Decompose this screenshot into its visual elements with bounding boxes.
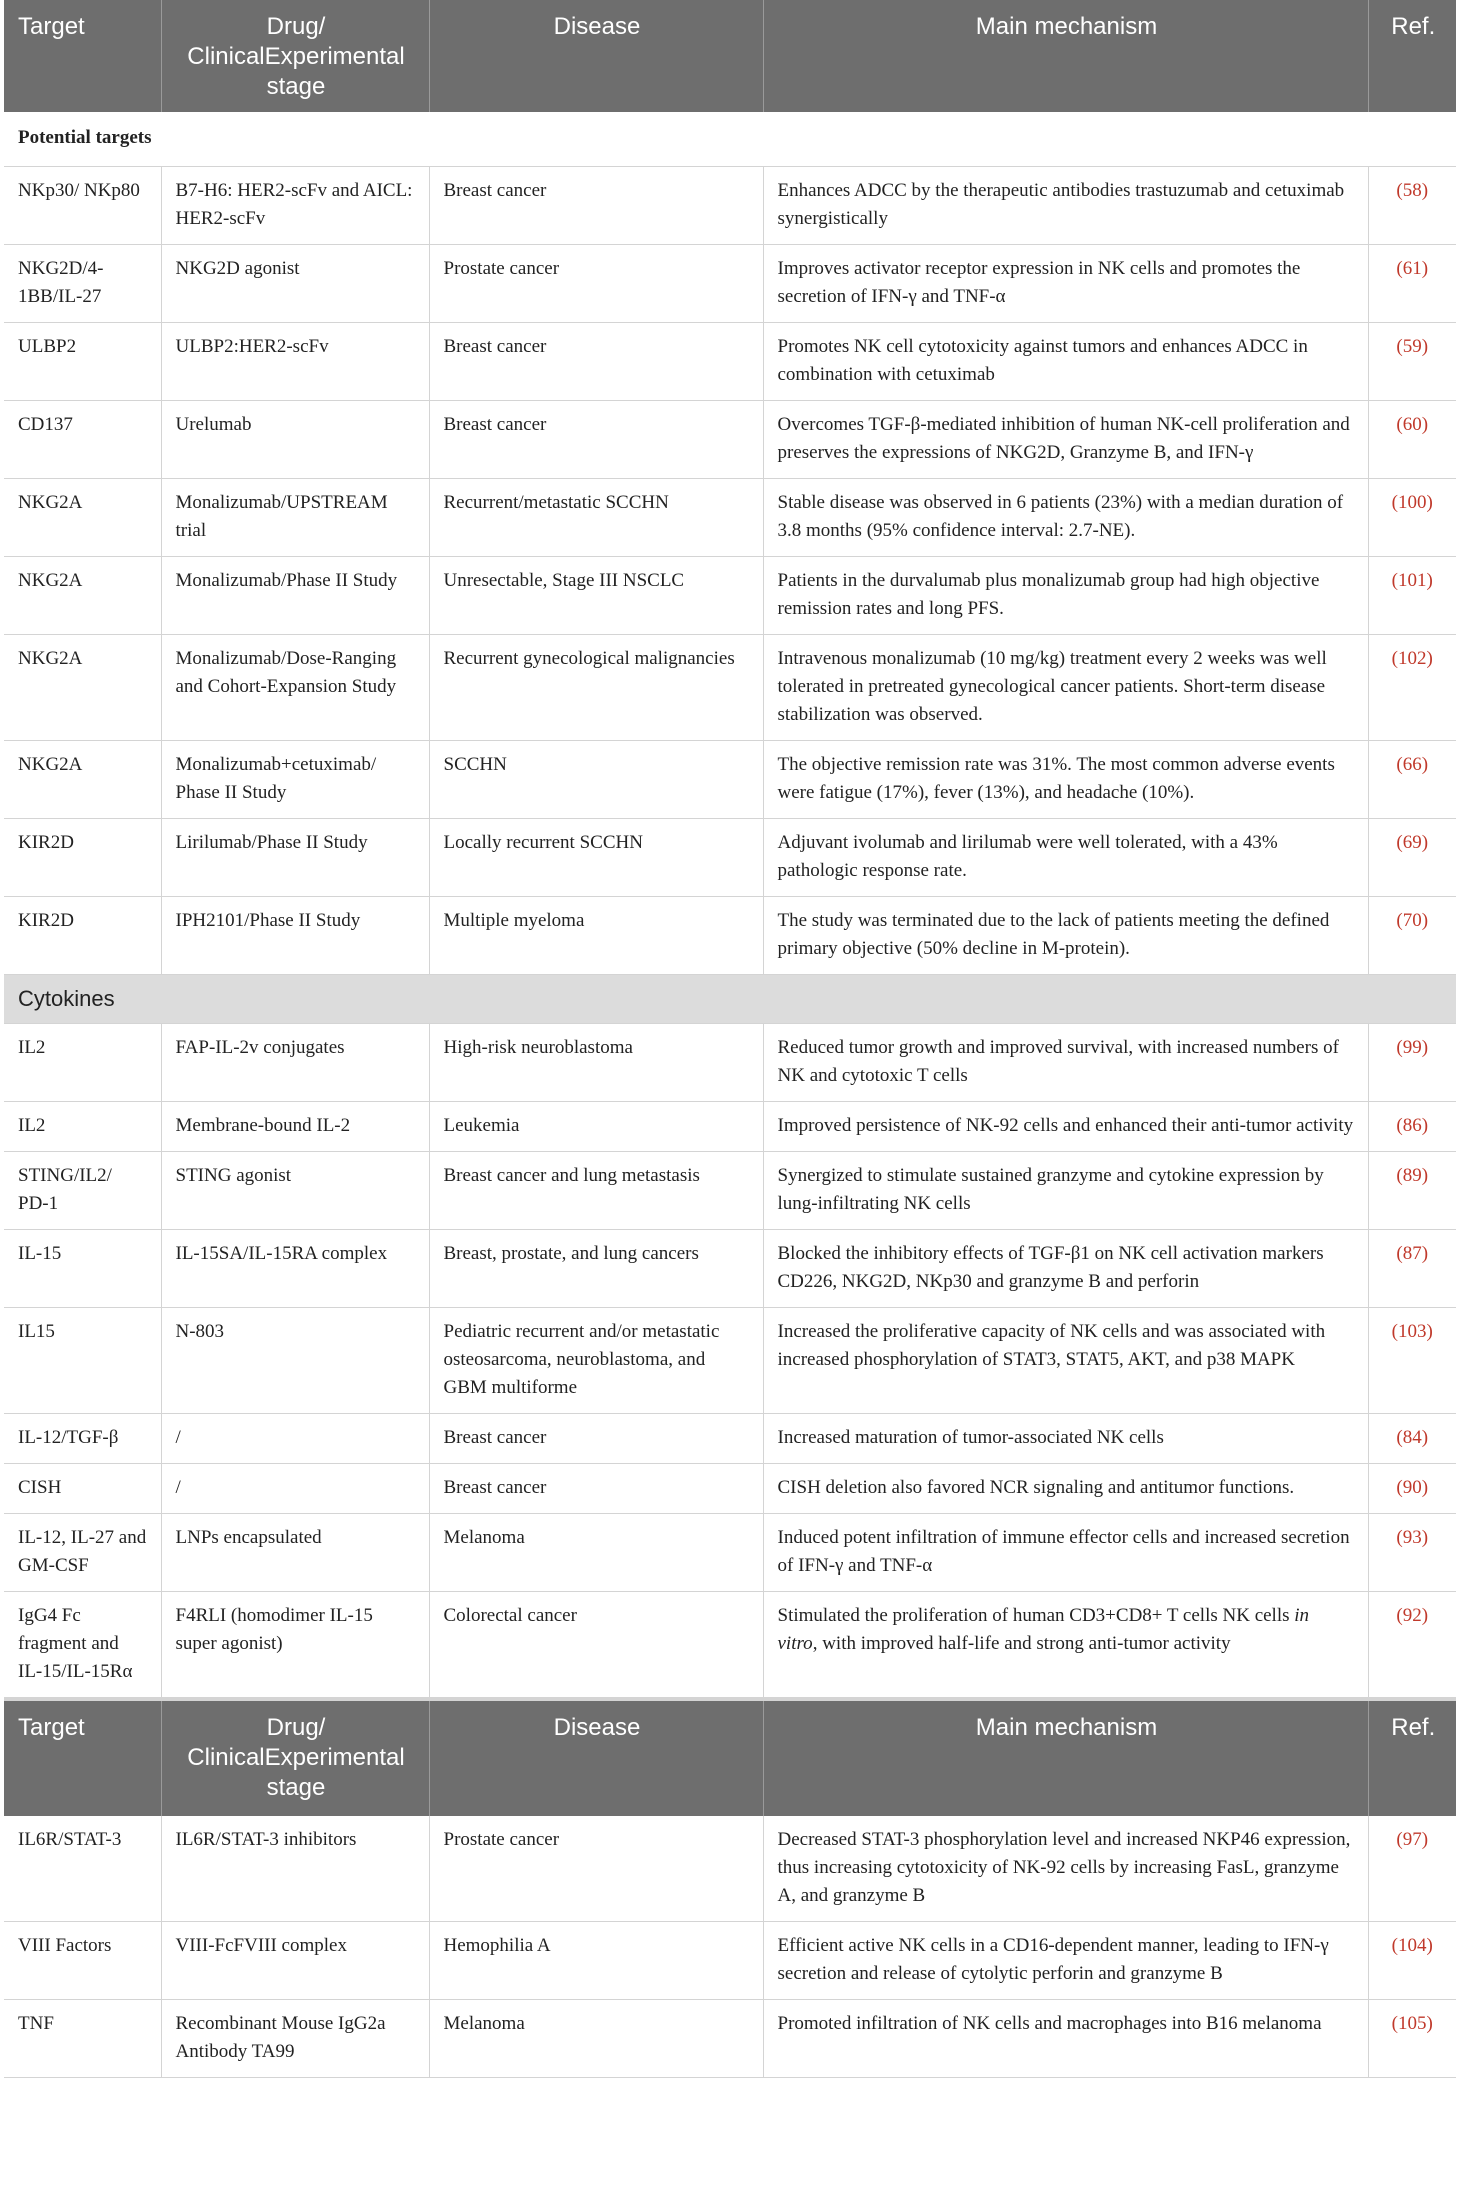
mechanism-cell: The objective remission rate was 31%. The most common adverse events were fatigue (17%), fever (13%), and headache (10%). (763, 741, 1368, 819)
italic-term: in vitro (777, 1605, 1310, 1654)
header-ref: Ref. (1368, 0, 1456, 112)
header-disease: Disease (429, 0, 763, 112)
disease-cell: Recurrent/metastatic SCCHN (429, 479, 763, 557)
ref-cell[interactable]: (58) (1368, 167, 1456, 245)
disease-cell: Melanoma (429, 1999, 763, 2077)
mechanism-cell: Reduced tumor growth and improved survival, with increased numbers of NK and cytotoxic T cells (763, 1024, 1368, 1102)
header-target: Target (4, 0, 161, 112)
disease-cell: Locally recurrent SCCHN (429, 819, 763, 897)
table-header-row-repeat (4, 1700, 1456, 1816)
ref-cell[interactable]: (60) (1368, 401, 1456, 479)
drug-cell: Monalizumab/Phase II Study (161, 557, 429, 635)
mechanism-cell: Enhances ADCC by the therapeutic antibodies trastuzumab and cetuximab synergistically (763, 167, 1368, 245)
disease-cell: Breast cancer (429, 1414, 763, 1464)
ref-cell[interactable]: (104) (1368, 1921, 1456, 1999)
section-heading-row (4, 112, 1456, 167)
disease-cell: Melanoma (429, 1514, 763, 1592)
ref-cell[interactable]: (92) (1368, 1592, 1456, 1698)
drug-cell: B7-H6: HER2-scFv and AICL: HER2-scFv (161, 167, 429, 245)
disease-cell: Pediatric recurrent and/or metastatic osteosarcoma, neuroblastoma, and GBM multiforme (429, 1308, 763, 1414)
table-row (4, 167, 1456, 245)
target-cell: NKG2A (4, 479, 161, 557)
drug-cell: NKG2D agonist (161, 245, 429, 323)
target-cell: NKG2A (4, 557, 161, 635)
drug-cell: Membrane-bound IL-2 (161, 1102, 429, 1152)
target-cell: IL-15 (4, 1230, 161, 1308)
data-table-part-2 (4, 1698, 1456, 2078)
ref-cell[interactable]: (89) (1368, 1152, 1456, 1230)
drug-cell: ULBP2:HER2-scFv (161, 323, 429, 401)
target-cell: KIR2D (4, 897, 161, 975)
ref-cell[interactable]: (86) (1368, 1102, 1456, 1152)
table-row (4, 323, 1456, 401)
target-cell: NKG2D/4-1BB/IL-27 (4, 245, 161, 323)
ref-cell[interactable]: (100) (1368, 479, 1456, 557)
table-row (4, 1816, 1456, 1922)
target-cell: IL15 (4, 1308, 161, 1414)
drug-cell: IL-15SA/IL-15RA complex (161, 1230, 429, 1308)
target-cell: IgG4 Fc fragment and IL-15/IL-15Rα (4, 1592, 161, 1698)
header-drug: Drug/ ClinicalExperimental stage (161, 0, 429, 112)
ref-cell[interactable]: (99) (1368, 1024, 1456, 1102)
table-row (4, 1024, 1456, 1102)
mechanism-cell: Blocked the inhibitory effects of TGF-β1 on NK cell activation markers CD226, NKG2D, NKp30 and granzyme B and perforin (763, 1230, 1368, 1308)
header-target: Target (4, 1700, 161, 1816)
disease-cell: Breast cancer (429, 323, 763, 401)
mechanism-cell: Adjuvant ivolumab and lirilumab were well tolerated, with a 43% pathologic response rate. (763, 819, 1368, 897)
disease-cell: SCCHN (429, 741, 763, 819)
table-row (4, 479, 1456, 557)
table-row (4, 1464, 1456, 1514)
disease-cell: Breast, prostate, and lung cancers (429, 1230, 763, 1308)
target-cell: CD137 (4, 401, 161, 479)
table-row (4, 1514, 1456, 1592)
ref-cell[interactable]: (87) (1368, 1230, 1456, 1308)
drug-cell: Monalizumab/UPSTREAM trial (161, 479, 429, 557)
disease-cell: Unresectable, Stage III NSCLC (429, 557, 763, 635)
disease-cell: Breast cancer (429, 1464, 763, 1514)
mechanism-cell: Induced potent infiltration of immune effector cells and increased secretion of IFN-γ and TNF-α (763, 1514, 1368, 1592)
target-cell: NKG2A (4, 635, 161, 741)
table-row (4, 1230, 1456, 1308)
target-cell: IL2 (4, 1102, 161, 1152)
table-row (4, 1592, 1456, 1698)
mechanism-cell: Increased maturation of tumor-associated NK cells (763, 1414, 1368, 1464)
disease-cell: Breast cancer (429, 167, 763, 245)
ref-cell[interactable]: (102) (1368, 635, 1456, 741)
mechanism-cell: Efficient active NK cells in a CD16-dependent manner, leading to IFN-γ secretion and release of cytolytic perforin and granzyme B (763, 1921, 1368, 1999)
mechanism-cell: The study was terminated due to the lack of patients meeting the defined primary objective (50% decline in M-protein). (763, 897, 1368, 975)
target-cell: STING/IL2/ PD-1 (4, 1152, 161, 1230)
ref-cell[interactable]: (103) (1368, 1308, 1456, 1414)
drug-cell: / (161, 1464, 429, 1514)
table-row (4, 897, 1456, 975)
mechanism-cell: CISH deletion also favored NCR signaling and antitumor functions. (763, 1464, 1368, 1514)
mechanism-cell: Promotes NK cell cytotoxicity against tumors and enhances ADCC in combination with cetuximab (763, 323, 1368, 401)
table-row (4, 635, 1456, 741)
disease-cell: Prostate cancer (429, 1816, 763, 1922)
drug-cell: N-803 (161, 1308, 429, 1414)
mechanism-cell: Improved persistence of NK-92 cells and enhanced their anti-tumor activity (763, 1102, 1368, 1152)
disease-cell: Leukemia (429, 1102, 763, 1152)
target-cell: NKp30/ NKp80 (4, 167, 161, 245)
target-cell: IL-12/TGF-β (4, 1414, 161, 1464)
section-heading: Cytokines (4, 975, 1456, 1024)
header-disease: Disease (429, 1700, 763, 1816)
ref-cell[interactable]: (101) (1368, 557, 1456, 635)
drug-cell: Recombinant Mouse IgG2a Antibody TA99 (161, 1999, 429, 2077)
ref-cell[interactable]: (70) (1368, 897, 1456, 975)
mechanism-cell: Stimulated the proliferation of human CD3+CD8+ T cells NK cells in vitro, with improved half-life and strong anti-tumor activity (763, 1592, 1368, 1698)
table-row (4, 1999, 1456, 2077)
header-mechanism: Main mechanism (763, 1700, 1368, 1816)
drug-cell: / (161, 1414, 429, 1464)
drug-cell: Lirilumab/Phase II Study (161, 819, 429, 897)
ref-cell[interactable]: (61) (1368, 245, 1456, 323)
mechanism-cell: Intravenous monalizumab (10 mg/kg) treatment every 2 weeks was well tolerated in pretreated gynecological cancer patients. Short-term disease stabilization was observed. (763, 635, 1368, 741)
mechanism-cell: Decreased STAT-3 phosphorylation level and increased NKP46 expression, thus increasing cytotoxicity of NK-92 cells by increasing FasL, granzyme A, and granzyme B (763, 1816, 1368, 1922)
target-cell: IL2 (4, 1024, 161, 1102)
mechanism-cell: Synergized to stimulate sustained granzyme and cytokine expression by lung-infiltrating NK cells (763, 1152, 1368, 1230)
target-cell: TNF (4, 1999, 161, 2077)
mechanism-cell: Increased the proliferative capacity of NK cells and was associated with increased phosphorylation of STAT3, STAT5, AKT, and p38 MAPK (763, 1308, 1368, 1414)
table-row (4, 819, 1456, 897)
table-row (4, 1102, 1456, 1152)
ref-cell[interactable]: (105) (1368, 1999, 1456, 2077)
table-row (4, 1308, 1456, 1414)
disease-cell: Prostate cancer (429, 245, 763, 323)
ref-cell[interactable]: (93) (1368, 1514, 1456, 1592)
drug-cell: Monalizumab/Dose-Ranging and Cohort-Expansion Study (161, 635, 429, 741)
drug-cell: FAP-IL-2v conjugates (161, 1024, 429, 1102)
mechanism-cell: Overcomes TGF-β-mediated inhibition of human NK-cell proliferation and preserves the expressions of NKG2D, Granzyme B, and IFN-γ (763, 401, 1368, 479)
section-heading-row (4, 975, 1456, 1024)
disease-cell: Hemophilia A (429, 1921, 763, 1999)
drug-cell: STING agonist (161, 1152, 429, 1230)
target-cell: IL6R/STAT-3 (4, 1816, 161, 1922)
disease-cell: Breast cancer and lung metastasis (429, 1152, 763, 1230)
drug-cell: Monalizumab+cetuximab/ Phase II Study (161, 741, 429, 819)
table-row (4, 1152, 1456, 1230)
ref-cell[interactable]: (59) (1368, 323, 1456, 401)
table-row (4, 1921, 1456, 1999)
ref-cell[interactable]: (84) (1368, 1414, 1456, 1464)
target-cell: ULBP2 (4, 323, 161, 401)
table-header-row (4, 0, 1456, 112)
disease-cell: Breast cancer (429, 401, 763, 479)
target-cell: IL-12, IL-27 and GM-CSF (4, 1514, 161, 1592)
section-heading: Potential targets (4, 112, 1456, 167)
target-cell: KIR2D (4, 819, 161, 897)
mechanism-cell: Promoted infiltration of NK cells and macrophages into B16 melanoma (763, 1999, 1368, 2077)
target-cell: CISH (4, 1464, 161, 1514)
mechanism-cell: Stable disease was observed in 6 patients (23%) with a median duration of 3.8 months (95% confidence interval: 2.7-NE). (763, 479, 1368, 557)
header-drug: Drug/ ClinicalExperimental stage (161, 1700, 429, 1816)
drug-cell: IPH2101/Phase II Study (161, 897, 429, 975)
data-table-part-1 (4, 0, 1456, 1698)
ref-cell[interactable]: (66) (1368, 741, 1456, 819)
header-ref: Ref. (1368, 1700, 1456, 1816)
table-row (4, 1414, 1456, 1464)
disease-cell: Multiple myeloma (429, 897, 763, 975)
drug-cell: VIII-FcFVIII complex (161, 1921, 429, 1999)
target-cell: NKG2A (4, 741, 161, 819)
ref-cell[interactable]: (69) (1368, 819, 1456, 897)
table-row (4, 557, 1456, 635)
header-mechanism: Main mechanism (763, 0, 1368, 112)
drug-cell: IL6R/STAT-3 inhibitors (161, 1816, 429, 1922)
drug-cell: F4RLI (homodimer IL-15 super agonist) (161, 1592, 429, 1698)
mechanism-cell: Improves activator receptor expression in NK cells and promotes the secretion of IFN-γ and TNF-α (763, 245, 1368, 323)
target-cell: VIII Factors (4, 1921, 161, 1999)
ref-cell[interactable]: (97) (1368, 1816, 1456, 1922)
table-row (4, 401, 1456, 479)
disease-cell: Colorectal cancer (429, 1592, 763, 1698)
table-row (4, 741, 1456, 819)
ref-cell[interactable]: (90) (1368, 1464, 1456, 1514)
disease-cell: High-risk neuroblastoma (429, 1024, 763, 1102)
drug-cell: Urelumab (161, 401, 429, 479)
mechanism-cell: Patients in the durvalumab plus monalizumab group had high objective remission rates and long PFS. (763, 557, 1368, 635)
table-row (4, 245, 1456, 323)
disease-cell: Recurrent gynecological malignancies (429, 635, 763, 741)
drug-cell: LNPs encapsulated (161, 1514, 429, 1592)
